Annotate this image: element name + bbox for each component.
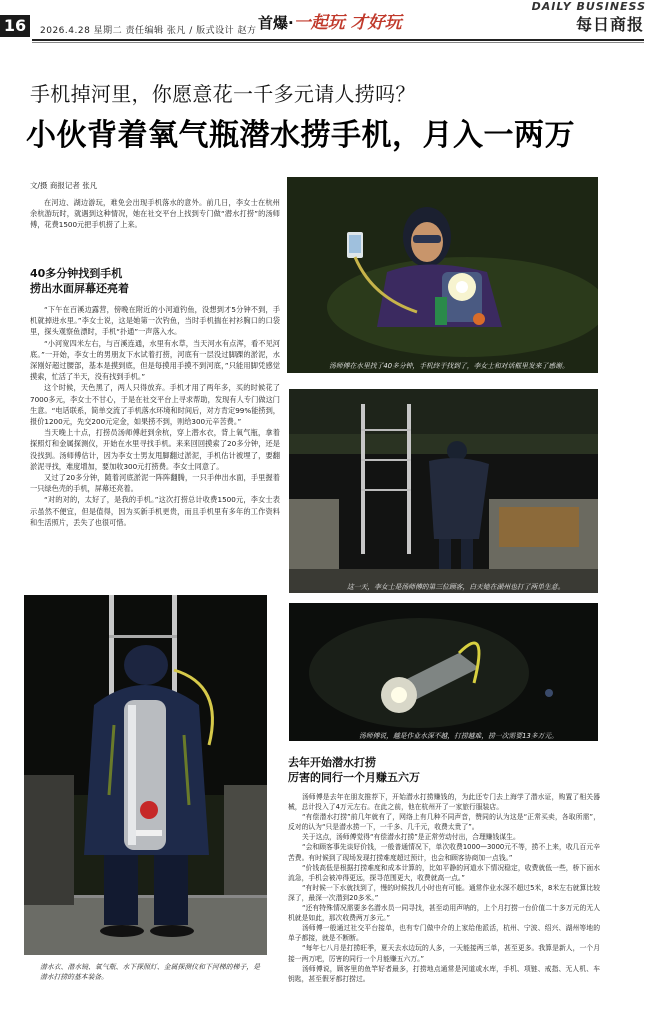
section2-paragraph: “价钱高低是根据打捞难度和成本计算的，比如平静的河道水下情况稳定，收费就低一些，桥下面水流急，手机会被冲得更远，探寻范围更大，收费就高一点。” [288,863,600,882]
section2-paragraph: 汤师傅是去年在朋友推荐下，开始潜水打捞赚钱的，为此还专门去上海学了潜水证，购置了相关器械，总计投入了4万元左右。在此之前，他在杭州开了一家旅行服装店。 [288,793,600,812]
header-rule-thin [32,42,644,43]
left-photo-caption: 潜水衣、潜水镜、氧气瓶、水下探照灯、金属探测仪和下河梯的梯子，是潜水打捞的基本装备。 [40,963,260,981]
section-slogan [258,8,402,33]
section1-title-line1: 40多分钟找到手机 [30,267,123,280]
section2-paragraph: “会和顾客事先谈好价钱，一般普通情况下，单次收费1000—3000元不等，捞不上来，收几百元辛苦费。有时候到了现场发现打捞难度超过预计，也会和顾客协商加一点钱。” [288,843,600,862]
ladder-illustration [289,389,598,593]
photo-underwater [289,603,598,741]
lead-paragraph [30,197,280,231]
slogan-accent: 一起玩 才好玩 [293,13,402,33]
brand-chinese: 每日商报 [575,15,644,34]
section2-paragraph: 汤师傅说，顾客里的鱼竿好者最多，打捞地点通常是河道或水库，手机、项链、戒指、无人机、车钥匙，甚至假牙都打捞过。 [288,964,600,983]
photo-diver-gear [24,595,267,955]
section1-title [30,266,280,296]
top-photo-caption: 汤师傅在水里找了40多分钟，手机终于找到了，李女士和对话框里发来了感谢。 [329,362,569,370]
photo-diver-phone [287,177,598,373]
lead-text: 在河边、湖边游玩，难免会出现手机落水的意外。前几日，李女士在杭州余杭游玩时，就遇到这种情况，她在社交平台上找到专门做“潜水打捞”的汤师傅，花费1500元把手机捞了上来。 [30,198,280,230]
issue-meta: 2026.4.28 星期二 责任编辑 张凡 / 版式设计 赵方 [40,26,257,36]
diver-gear-illustration [24,595,267,955]
bottom-photo-caption: 汤师傅说，越是作业水深不越，打捞越难，捞一次需要13多万元。 [359,732,558,740]
section2-title-line2: 厉害的同行一个月赚五六万 [288,771,420,784]
section1-paragraph: “下午在百溪边露营，傍晚在附近的小河道钓鱼，没想到才5分钟不到，手机就掉进水里。”李女士说，这是她第一次钓鱼，当时手机揣在衬衫胸口的口袋里，探头观察鱼漂时，手机“扑通”一声落入水。 [30,305,280,337]
section1-paragraph: 这个时候，天色黑了，两人只得放弃。手机才用了两年多，买的时候花了7000多元，李女士不甘心，于是在社交平台上寻求帮助，发现有人专门做这门生意。“电话联系，简单交流了手机落水环境和时间后，对方肯定99%能捞到，报价1200元，先交200元定金，如果捞不到，则给300元辛苦费。” [30,383,280,427]
section2-title-line1: 去年开始潜水打捞 [288,756,376,769]
section1-paragraph: 又过了20多分钟，随着河底淤泥一阵阵翻腾，一只手伸出水面，手里握着一只绿色壳的手机，屏幕还亮着。 [30,473,280,494]
section1-paragraph: “对的对的，太好了，是我的手机。”这次打捞总计收费1500元，李女士表示虽然不便宜，但是值得，因为买新手机更贵，而且手机里有多年的工作资料和生活照片，丢失了也很可惜。 [30,495,280,527]
diver-phone-illustration [287,177,598,373]
section1-body [30,304,280,528]
section2-paragraph: “每年七八月是打捞旺季，夏天去水边玩的人多，一天能接两三单，甚至更多。我算是新人，一个月接一两万吧，厉害的同行一个月能赚五六万。” [288,944,600,963]
middle-photo-caption: 这一天，李女士是汤师傅的第三位顾客，白天她在湖州也打了两单生意。 [347,583,565,591]
section2-paragraph: “还有特殊情况需要多名潜水员一同寻找，甚至动用声呐的，上个月打捞一台价值二十多万元的无人机就是如此，那次收费两万多元。” [288,904,600,923]
section2-body [288,792,600,984]
section2-paragraph: “有偿潜水打捞”前几年就有了，网络上有几种不同声音，赞同的认为这是“正常买卖，各取所需”，反对的认为“只是潜水捞一下，一千多、几千元，收费太贵了”。 [288,813,600,832]
brand-english: DAILY BUSINESS [531,0,646,13]
article-subheadline: 手机掉河里，你愿意花一千多元请人捞吗？ [30,82,416,106]
slogan-prefix: 首爆· [258,14,294,32]
section2-paragraph: 关于这点，汤师傅觉得“有偿潜水打捞”是正常劳动付出，合理赚钱谋生。 [302,833,520,842]
photo-ladder [289,389,598,593]
article-headline: 小伙背着氧气瓶潜水捞手机，月入一两万 [26,118,575,153]
section1-title-line2: 捞出水面屏幕还亮着 [30,282,129,295]
byline: 文/摄 商报记者 张凡 [30,181,98,190]
page-number: 16 [0,15,30,37]
section2-paragraph: “有时候一下水就找到了，慢的时候找几小时也有可能。通常作业水深不超过5米，8米左右就算比较深了，最深一次潜到20多米。” [288,883,600,902]
section2-paragraph: 汤师傅一般通过社交平台接单，也有专门做中介的上家给他派活，杭州、宁波、绍兴、湖州等地的单子都接，就是不断断。 [288,924,600,943]
header-rule [32,39,644,41]
section1-paragraph: “小河宽四米左右，与百溪连通，水里有水草，当天河水有点浑，看不见河底。”一开始，李女士的男朋友下水试着打捞，河底有一层没过脚踝的淤泥，水深刚好超过腰部，基本是摸到底，但是每摸用手摸不到河底，”只能用脚凭感觉摸索，忙活了半天，没有找到手机。” [30,338,280,382]
section2-title [288,755,598,785]
underwater-illustration [289,603,598,741]
section1-paragraph: 当天晚上十点，打捞员汤师傅赶到余杭，穿上潜水衣，背上氧气瓶，拿着探照灯和金属探测仪，开始在水里寻找手机。来来回回摸索了20多分钟，还是没找到。汤师傅估计，因为李女士男友甩脚翻过淤泥，手机估计被埋了，要翻淤泥寻找，难度增加，要加收300元打捞费。李女士同意了。 [30,428,280,471]
